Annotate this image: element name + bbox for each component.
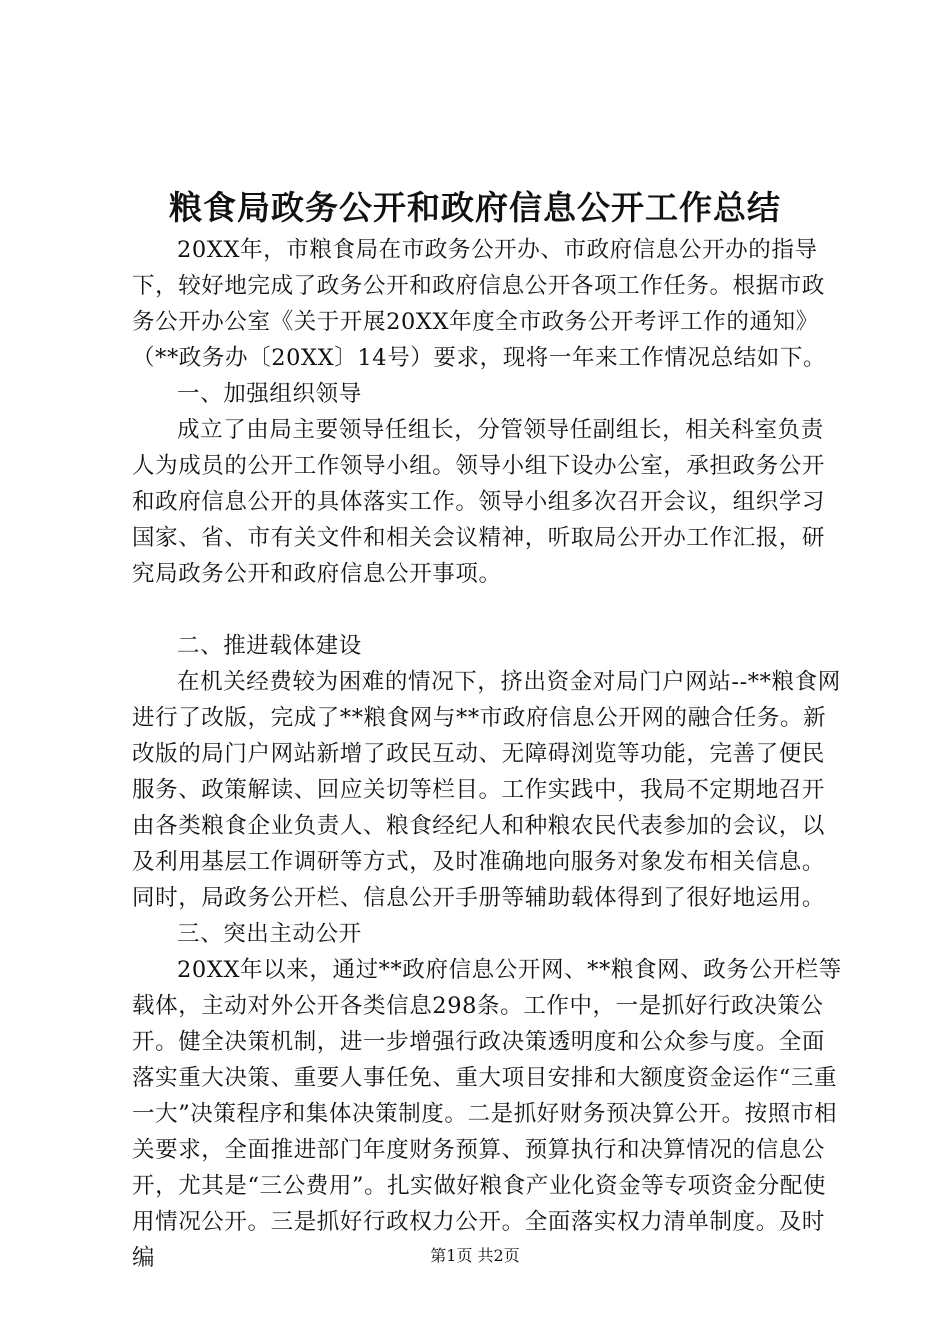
blank-line (132, 592, 844, 628)
document-body (132, 232, 844, 1276)
page-footer: 第1页 共2页 (430, 1246, 520, 1265)
section-heading-1: 一、加强组织领导 (177, 381, 362, 407)
section-heading-2: 二、推进载体建设 (177, 633, 362, 659)
section-1-paragraph: 成立了由局主要领导任组长，分管领导任副组长，相关科室负责人为成员的公开工作领导小组。领导小组下设办公室，承担政务公开和政府信息公开的具体落实工作。领导小组多次召开会议，组织学习国家、省、市有关文件和相关会议精神，听取局公开办工作汇报，研究局政务公开和政府信息公开事项。 (132, 417, 826, 587)
section-2-paragraph: 在机关经费较为困难的情况下，挤出资金对局门户网站--**粮食网进行了改版，完成了**粮食网与**市政府信息公开网的融合任务。新改版的局门户网站新增了政民互动、无障碍浏览等功能，完善了便民服务、政策解读、回应关切等栏目。工作实践中，我局不定期地召开由各类粮食企业负责人、粮食经纪人和种粮农民代表参加的会议，以及利用基层工作调研等方式，及时准确地向服务对象发布相关信息。同时，局政务公开栏、信息公开手册等辅助载体得到了很好地运用。 (132, 669, 841, 911)
section-heading-3: 三、突出主动公开 (177, 921, 362, 947)
document-title: 粮食局政务公开和政府信息公开工作总结 (169, 188, 781, 227)
section-3-paragraph: 20XX年以来，通过**政府信息公开网、**粮食网、政务公开栏等载体，主动对外公开各类信息298条。工作中，一是抓好行政决策公开。健全决策机制，进一步增强行政决策透明度和公众参与度。全面落实重大决策、重要人事任免、重大项目安排和大额度资金运作“三重一大”决策程序和集体决策制度。二是抓好财务预决算公开。按照市相关要求，全面推进部门年度财务预算、预算执行和决算情况的信息公开，尤其是“三公费用”。扎实做好粮食产业化资金等专项资金分配使用情况公开。三是抓好行政权力公开。全面落实权力清单制度。及时编 (132, 957, 842, 1271)
intro-paragraph: 20XX年，市粮食局在市政务公开办、市政府信息公开办的指导下，较好地完成了政务公开和政府信息公开各项工作任务。根据市政务公开办公室《关于开展20XX年度全市政务公开考评工作的通知》（**政务办〔20XX〕14号）要求，现将一年来工作情况总结如下。 (132, 237, 827, 371)
